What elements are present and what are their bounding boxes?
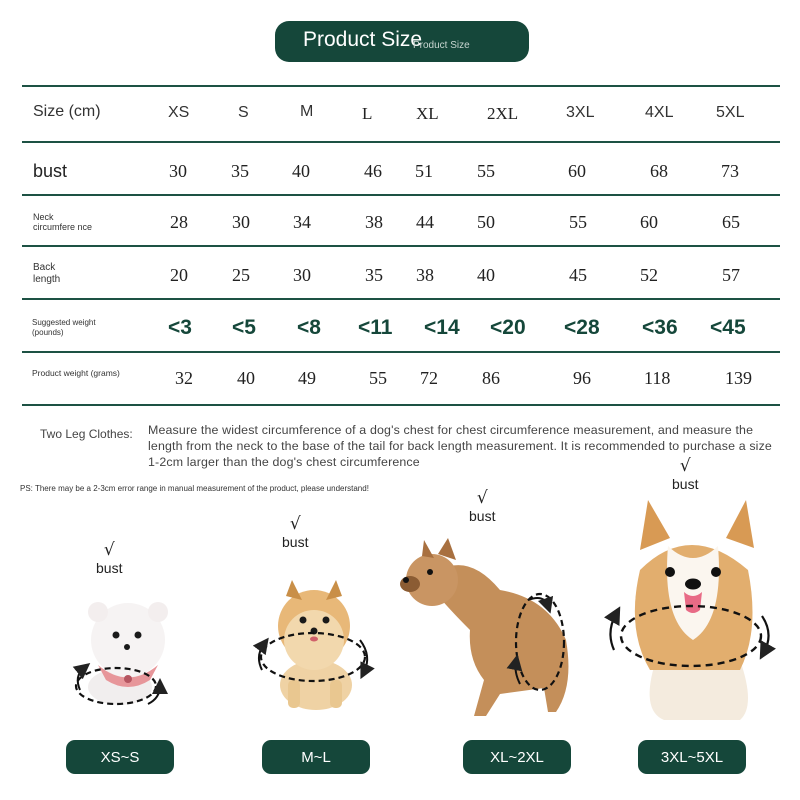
table-cell: 52 [640,265,658,285]
row-label-bust: bust [33,161,68,181]
size-tag-xs-s: XS~S [66,740,174,774]
table-cell: 55 [369,368,387,388]
row-label-suggested-weight: Suggested weight (pounds) [32,318,96,337]
table-cell: 65 [722,212,740,232]
size-col-l: L [362,104,373,123]
size-col-4xl: 4XL [645,104,674,121]
pomeranian-icon [259,580,367,710]
table-cell: 68 [650,161,668,181]
table-cell: 57 [722,265,740,285]
size-col-3xl: 3XL [566,104,595,121]
table-cell: <14 [424,316,460,339]
table-cell: 51 [415,161,433,181]
size-tag-m-l: M~L [262,740,370,774]
row-label-back-length: Back length [33,262,61,285]
table-cell: 139 [725,368,752,388]
table-cell: <3 [168,316,192,339]
table-cell: <5 [232,316,256,339]
bust-marker: √ bust [96,540,123,576]
table-cell: 72 [420,368,438,388]
french-bulldog-icon [400,538,568,716]
checkmark-icon: √ [289,514,301,534]
table-rule [22,141,780,143]
dog-illustrations [0,480,800,720]
size-col-m: M [300,103,314,120]
table-cell: <36 [642,316,678,339]
table-cell: 86 [482,368,500,388]
table-cell: <28 [564,316,600,339]
size-col-5xl: 5XL [716,104,745,121]
table-rule [22,245,780,247]
checkmark-icon: √ [103,540,115,560]
size-col-s: S [238,104,249,121]
corgi-icon [610,500,768,720]
ps-disclaimer: PS: There may be a 2-3cm error range in manual measurement of the product, please understand! [20,484,369,493]
table-cell: 50 [477,212,495,232]
table-cell: 46 [364,161,382,181]
checkmark-icon: √ [476,488,488,508]
table-cell: <11 [358,316,393,339]
table-cell: 35 [231,161,249,181]
table-cell: 28 [170,212,188,232]
note-label: Two Leg Clothes: [40,427,133,441]
table-cell: 38 [365,212,383,232]
table-cell: 49 [298,368,316,388]
table-cell: 60 [568,161,586,181]
row-label-neck: Neck circumfere nce [33,212,93,232]
table-rule-top [22,85,780,87]
size-header-label: Size (cm) [33,103,101,120]
bust-marker: √ bust [282,514,309,550]
table-cell: 30 [232,212,250,232]
table-cell: 30 [293,265,311,285]
size-col-xl: XL [416,104,439,123]
table-cell: 55 [569,212,587,232]
checkmark-icon: √ [679,456,691,476]
table-cell: 118 [644,368,671,388]
table-cell: 55 [477,161,495,181]
table-cell: 32 [175,368,193,388]
table-cell: <45 [710,316,746,339]
note-text: Measure the widest circumference of a dog's chest for chest circumference measurement, and measure the length from the neck to the base of the tail for back length measurement. It is recommended to purchase a size 1-2cm larger than the dog's chest circumference [148,423,772,469]
size-tag-3xl-5xl: 3XL~5XL [638,740,746,774]
table-cell: 20 [170,265,188,285]
table-cell: 40 [292,161,310,181]
table-rule [22,351,780,353]
size-tag-xl-2xl: XL~2XL [463,740,571,774]
title-banner [275,21,529,62]
table-cell: <20 [490,316,526,339]
table-cell: 34 [293,212,311,232]
table-rule-bottom [22,404,780,406]
row-label-product-weight: Product weight (grams) [32,368,120,378]
table-rule [22,194,780,196]
table-cell: 25 [232,265,250,285]
table-cell: 96 [573,368,591,388]
table-cell: 44 [416,212,434,232]
title-watermark: Product Size [413,40,470,51]
table-cell: 73 [721,161,739,181]
table-cell: 40 [477,265,495,285]
table-rule [22,298,780,300]
table-cell: <8 [297,316,321,339]
size-col-xs: XS [168,104,190,121]
table-cell: 40 [237,368,255,388]
page-title: Product Size [303,28,423,51]
table-cell: 60 [640,212,658,232]
table-cell: 30 [169,161,187,181]
bust-marker: √ bust [469,488,496,524]
size-col-2xl: 2XL [487,104,519,123]
bust-marker: √ bust [672,456,699,492]
table-cell: 35 [365,265,383,285]
pomeranian-white-icon [76,602,168,705]
table-cell: 45 [569,265,587,285]
table-cell: 38 [416,265,434,285]
